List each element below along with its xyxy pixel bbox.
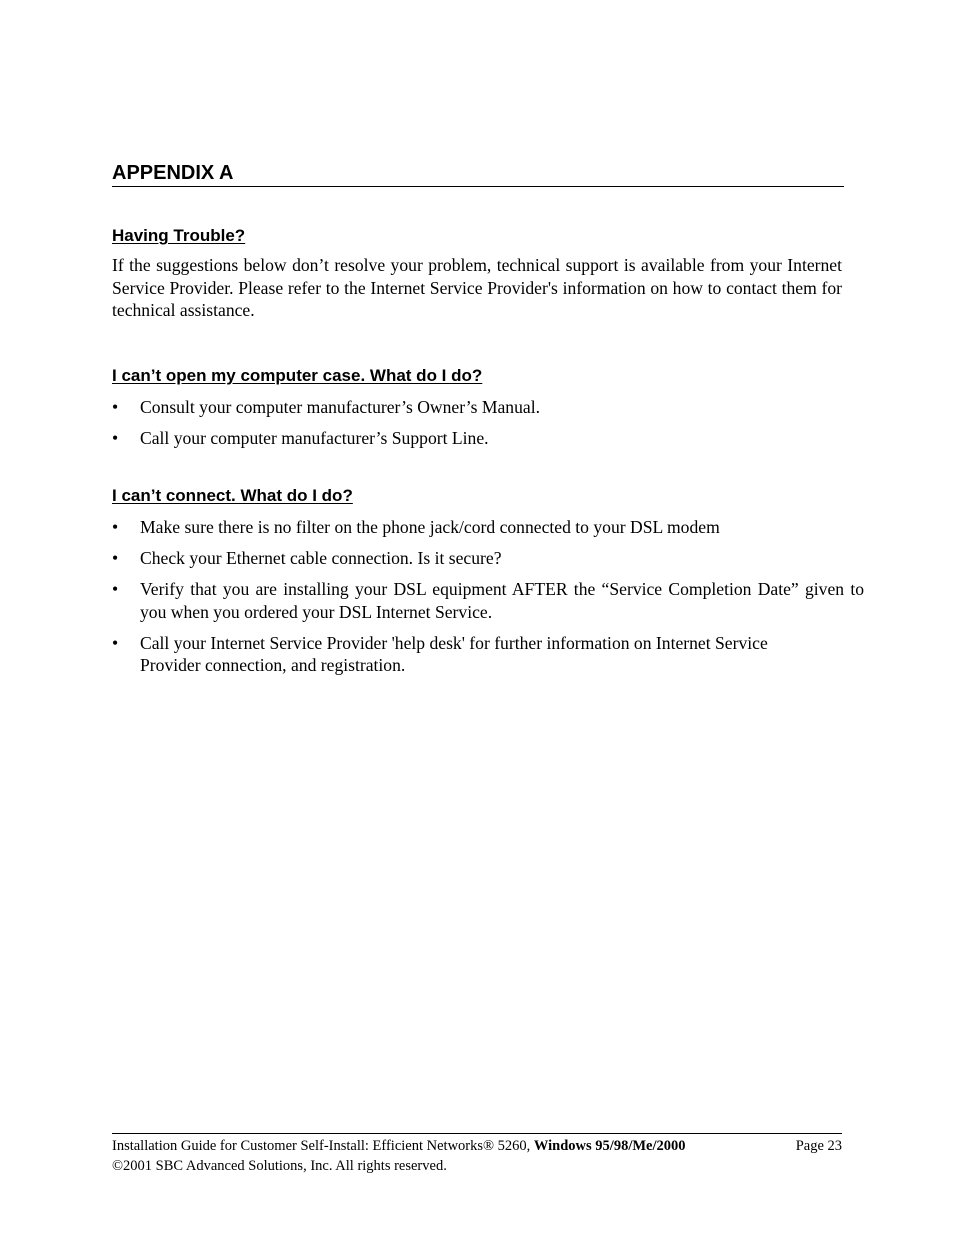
list-item [112,547,864,570]
footer-copyright: ©2001 SBC Advanced Solutions, Inc. All rights reserved. [112,1158,447,1174]
page-number: Page 23 [795,1138,842,1154]
section-heading-cant-connect: I can’t connect. What do I do? [112,486,353,505]
section-heading-computer-case: I can’t open my computer case. What do I do? [112,366,483,385]
bullet-icon: • [112,579,119,599]
footer-os-text: Windows 95/98/Me/2000 [533,1138,686,1154]
list-item-text: Verify that you are installing your DSL equipment AFTER the “Service Completion Date” given to you when you ordered your DSL Internet Service. [140,579,864,622]
list-item [112,578,864,623]
bullet-icon: • [112,632,119,653]
list-item-text: Make sure there is no filter on the phone jack/cord connected to your DSL modem [140,517,720,537]
list-item-text: Call your computer manufacturer’s Support Line. [140,428,489,448]
bullet-icon: • [112,548,119,568]
support-paragraph: If the suggestions below don’t resolve your problem, technical support is available from your Internet Service Provider. Please refer to the Internet Service Provider's information on how to contact them for technical assistance. [112,255,842,320]
footer-guide-text: Installation Guide for Customer Self-Install: Efficient Networks® 5260, [112,1138,534,1154]
bullet-icon: • [112,397,119,417]
bullet-icon: • [112,428,119,448]
list-item [112,516,864,539]
list-item [112,632,806,677]
list-item-text: Check your Ethernet cable connection. Is it secure? [140,548,502,568]
cant-connect-list [112,516,864,685]
bullet-icon: • [112,517,119,537]
footer-guide-title [112,1136,686,1156]
list-item [112,427,864,450]
appendix-title: APPENDIX A [112,160,844,187]
section-heading-having-trouble: Having Trouble? [112,226,246,245]
list-item-text: Consult your computer manufacturer’s Owner’s Manual. [140,397,540,417]
computer-case-list [112,396,864,458]
page-footer [112,1133,842,1176]
footer-top-row [112,1136,842,1156]
list-item [112,396,864,419]
list-item-text: Call your Internet Service Provider 'help desk' for further information on Internet Service Provider connection, and registration. [140,632,768,675]
